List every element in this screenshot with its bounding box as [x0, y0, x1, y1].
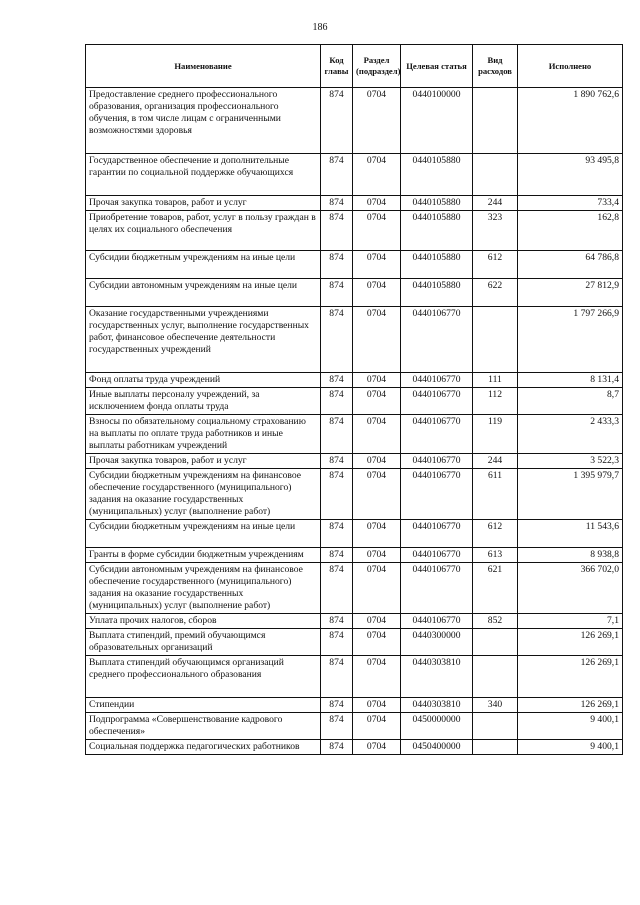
row-exptype: 612 [473, 251, 518, 279]
table-row [86, 469, 623, 520]
row-target: 0440100000 [401, 88, 473, 154]
row-name: Прочая закупка товаров, работ и услуг [86, 196, 321, 211]
row-amount: 9 400,1 [518, 740, 623, 755]
row-name: Государственное обеспечение и дополнительные гарантии по социальной поддержке обучающихся [86, 154, 321, 196]
row-exptype: 852 [473, 614, 518, 629]
row-code: 874 [321, 251, 353, 279]
row-code: 874 [321, 388, 353, 415]
row-amount: 733,4 [518, 196, 623, 211]
table-row [86, 196, 623, 211]
row-name: Субсидии автономным учреждениям на иные цели [86, 279, 321, 307]
row-section: 0704 [353, 154, 401, 196]
row-amount: 8 938,8 [518, 548, 623, 563]
row-code: 874 [321, 548, 353, 563]
row-name: Выплата стипендий обучающимся организаций среднего профессионального образования [86, 656, 321, 698]
row-section: 0704 [353, 713, 401, 740]
table-row [86, 211, 623, 251]
table-header-row [86, 45, 623, 88]
row-target: 0440105880 [401, 211, 473, 251]
row-code: 874 [321, 211, 353, 251]
row-code: 874 [321, 196, 353, 211]
row-name: Гранты в форме субсидии бюджетным учреждениям [86, 548, 321, 563]
header-exptype: Вид расходов [473, 45, 518, 88]
page-number: 186 [312, 22, 328, 33]
row-section: 0704 [353, 415, 401, 454]
row-exptype [473, 740, 518, 755]
row-target: 0440106770 [401, 388, 473, 415]
table-row [86, 698, 623, 713]
row-amount: 162,8 [518, 211, 623, 251]
row-exptype: 111 [473, 373, 518, 388]
header-target: Целевая статья [401, 45, 473, 88]
row-exptype: 612 [473, 520, 518, 548]
row-exptype [473, 307, 518, 373]
row-code: 874 [321, 469, 353, 520]
row-target: 0450000000 [401, 713, 473, 740]
row-target: 0440106770 [401, 520, 473, 548]
row-section: 0704 [353, 656, 401, 698]
row-exptype: 611 [473, 469, 518, 520]
row-amount: 7,1 [518, 614, 623, 629]
table-row [86, 520, 623, 548]
row-name: Субсидии бюджетным учреждениям на иные цели [86, 251, 321, 279]
row-name: Прочая закупка товаров, работ и услуг [86, 454, 321, 469]
row-code: 874 [321, 740, 353, 755]
row-amount: 8 131,4 [518, 373, 623, 388]
row-code: 874 [321, 614, 353, 629]
row-amount: 9 400,1 [518, 713, 623, 740]
row-target: 0440105880 [401, 196, 473, 211]
row-section: 0704 [353, 520, 401, 548]
header-name: Наименование [86, 45, 321, 88]
table-row [86, 656, 623, 698]
row-target: 0440106770 [401, 469, 473, 520]
table-row [86, 548, 623, 563]
table-row [86, 154, 623, 196]
row-target: 0440105880 [401, 154, 473, 196]
row-section: 0704 [353, 211, 401, 251]
row-amount: 93 495,8 [518, 154, 623, 196]
row-amount: 1 890 762,6 [518, 88, 623, 154]
row-section: 0704 [353, 279, 401, 307]
row-exptype: 119 [473, 415, 518, 454]
row-code: 874 [321, 373, 353, 388]
row-amount: 27 812,9 [518, 279, 623, 307]
row-section: 0704 [353, 307, 401, 373]
header-section: Раздел (подраздел) [353, 45, 401, 88]
row-name: Иные выплаты персоналу учреждений, за исключением фонда оплаты труда [86, 388, 321, 415]
header-amount: Исполнено [518, 45, 623, 88]
row-exptype [473, 88, 518, 154]
row-exptype [473, 154, 518, 196]
row-code: 874 [321, 698, 353, 713]
table-row [86, 388, 623, 415]
row-name: Предоставление среднего профессионального образования, организация профессионального обучения, в том числе лицам с ограниченными возможностями здоровья [86, 88, 321, 154]
header-code: Код главы [321, 45, 353, 88]
row-exptype: 613 [473, 548, 518, 563]
table-row [86, 307, 623, 373]
table-row [86, 373, 623, 388]
row-section: 0704 [353, 698, 401, 713]
row-name: Стипендии [86, 698, 321, 713]
table-row [86, 629, 623, 656]
row-name: Субсидии автономным учреждениям на финансовое обеспечение государственного (муниципального) задания на оказание государственных (муниципальных) услуг (выполнение работ) [86, 563, 321, 614]
row-amount: 1 395 979,7 [518, 469, 623, 520]
row-exptype [473, 713, 518, 740]
row-section: 0704 [353, 614, 401, 629]
row-amount: 126 269,1 [518, 698, 623, 713]
row-section: 0704 [353, 454, 401, 469]
row-name: Субсидии бюджетным учреждениям на иные цели [86, 520, 321, 548]
row-amount: 11 543,6 [518, 520, 623, 548]
row-name: Подпрограмма «Совершенствование кадрового обеспечения» [86, 713, 321, 740]
row-target: 0440106770 [401, 563, 473, 614]
row-amount: 1 797 266,9 [518, 307, 623, 373]
table-row [86, 88, 623, 154]
row-target: 0440303810 [401, 698, 473, 713]
table-row [86, 614, 623, 629]
row-section: 0704 [353, 740, 401, 755]
row-name: Социальная поддержка педагогических работников [86, 740, 321, 755]
row-amount: 64 786,8 [518, 251, 623, 279]
row-exptype: 622 [473, 279, 518, 307]
row-name: Фонд оплаты труда учреждений [86, 373, 321, 388]
row-code: 874 [321, 656, 353, 698]
row-amount: 8,7 [518, 388, 623, 415]
row-amount: 126 269,1 [518, 656, 623, 698]
row-name: Уплата прочих налогов, сборов [86, 614, 321, 629]
row-amount: 2 433,3 [518, 415, 623, 454]
table-row [86, 713, 623, 740]
row-amount: 366 702,0 [518, 563, 623, 614]
table-row [86, 279, 623, 307]
row-name: Субсидии бюджетным учреждениям на финансовое обеспечение государственного (муниципального) задания на оказание государственных (муниципальных) услуг (выполнение работ) [86, 469, 321, 520]
row-target: 0440106770 [401, 454, 473, 469]
row-target: 0440106770 [401, 548, 473, 563]
row-name: Взносы по обязательному социальному страхованию на выплаты по оплате труда работников и иные выплаты работникам учреждений [86, 415, 321, 454]
row-name: Оказание государственными учреждениями государственных услуг, выполнение государственных работ, финансовое обеспечение деятельности государственных учреждений [86, 307, 321, 373]
row-section: 0704 [353, 469, 401, 520]
row-code: 874 [321, 307, 353, 373]
row-target: 0440303810 [401, 656, 473, 698]
row-exptype: 244 [473, 196, 518, 211]
row-name: Выплата стипендий, премий обучающимся образовательных организаций [86, 629, 321, 656]
table-row [86, 563, 623, 614]
row-target: 0440106770 [401, 307, 473, 373]
row-section: 0704 [353, 88, 401, 154]
row-target: 0440105880 [401, 279, 473, 307]
row-section: 0704 [353, 563, 401, 614]
row-target: 0440300000 [401, 629, 473, 656]
table-row [86, 415, 623, 454]
row-code: 874 [321, 520, 353, 548]
budget-table [85, 44, 623, 755]
table-body [86, 88, 623, 755]
row-code: 874 [321, 415, 353, 454]
row-exptype: 340 [473, 698, 518, 713]
row-code: 874 [321, 154, 353, 196]
row-exptype: 323 [473, 211, 518, 251]
row-code: 874 [321, 88, 353, 154]
row-section: 0704 [353, 629, 401, 656]
row-exptype: 112 [473, 388, 518, 415]
row-name: Приобретение товаров, работ, услуг в пользу граждан в целях их социального обеспечения [86, 211, 321, 251]
table-row [86, 251, 623, 279]
row-section: 0704 [353, 548, 401, 563]
row-target: 0440106770 [401, 415, 473, 454]
row-target: 0440106770 [401, 614, 473, 629]
row-exptype: 621 [473, 563, 518, 614]
row-section: 0704 [353, 388, 401, 415]
row-amount: 126 269,1 [518, 629, 623, 656]
row-target: 0440106770 [401, 373, 473, 388]
row-target: 0440105880 [401, 251, 473, 279]
row-amount: 3 522,3 [518, 454, 623, 469]
row-section: 0704 [353, 251, 401, 279]
row-code: 874 [321, 713, 353, 740]
row-section: 0704 [353, 196, 401, 211]
row-exptype: 244 [473, 454, 518, 469]
row-code: 874 [321, 454, 353, 469]
row-exptype [473, 629, 518, 656]
row-target: 0450400000 [401, 740, 473, 755]
row-code: 874 [321, 563, 353, 614]
row-section: 0704 [353, 373, 401, 388]
row-code: 874 [321, 279, 353, 307]
row-exptype [473, 656, 518, 698]
table-row [86, 454, 623, 469]
row-code: 874 [321, 629, 353, 656]
table-row [86, 740, 623, 755]
